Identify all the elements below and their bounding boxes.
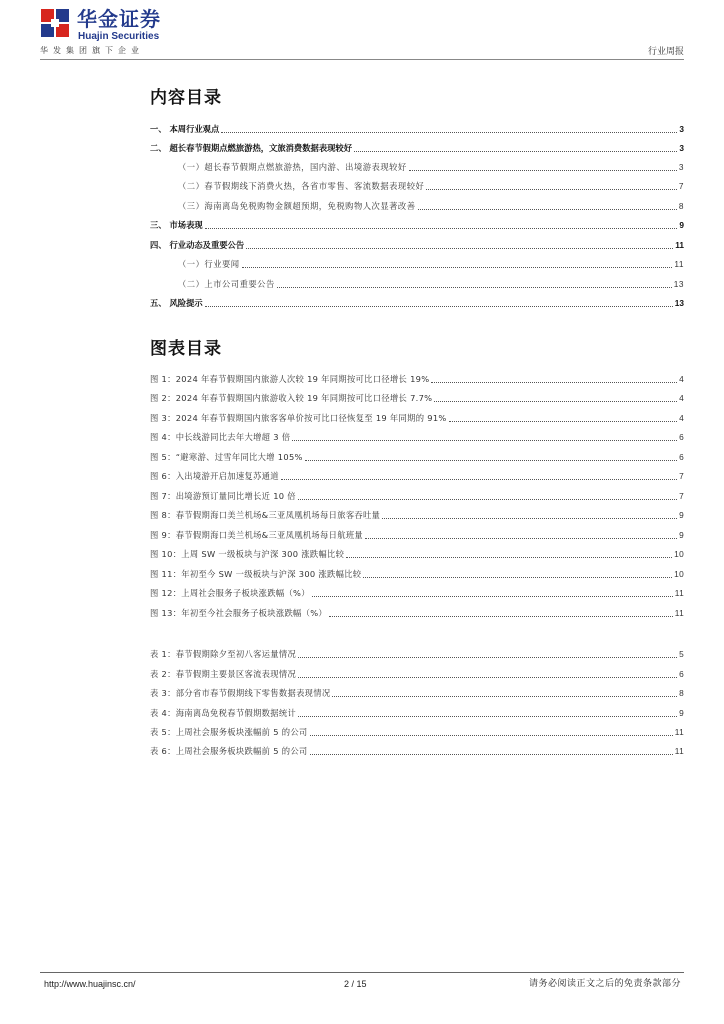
figure-entry-page: 4 [679,413,684,423]
toc-leader-dots [310,754,673,755]
toc-item-label: 一、 本周行业观点 [150,124,220,134]
table-entry[interactable] [150,722,684,738]
logo-chinese-name: 华金证券 [77,7,161,31]
toc-leader-dots [298,716,677,717]
table-entry-page: 11 [674,746,684,756]
toc-item-page: 13 [674,298,684,308]
toc-leader-dots [281,479,677,480]
toc-leader-dots [431,382,677,383]
figure-entry-label: 图 11：年初至今 SW 一级板块与沪深 300 涨跌幅比较 [150,569,362,579]
toc-leader-dots [418,209,677,210]
figure-entry-page: 11 [674,608,684,618]
figure-entry-label: 图 8：春节假期海口美兰机场&三亚凤凰机场每日旅客吞吐量 [150,510,381,520]
figure-entry-page: 7 [679,471,684,481]
toc-item-page: 11 [675,240,684,250]
toc-leader-dots [305,460,677,461]
figure-index-title: 图表目录 [150,339,222,359]
toc-leader-dots [277,287,672,288]
toc-subitem[interactable] [178,176,684,192]
logo-english-name: Huajin Securities [78,31,160,42]
figure-entry[interactable] [150,427,684,443]
figure-entry[interactable] [150,544,684,560]
figure-entry-label: 图 10：上周 SW 一级板块与沪深 300 涨跌幅比较 [150,549,345,559]
table-entry[interactable] [150,644,684,660]
toc-leader-dots [292,440,677,441]
table-entry[interactable] [150,664,684,680]
toc-item-page: 9 [679,220,684,230]
table-entry[interactable] [150,683,684,699]
toc-leader-dots [332,696,677,697]
table-entry-page: 5 [679,649,684,659]
figure-entry-label: 图 5：“避寒游、过雪年同比大增 105% [150,452,303,462]
figure-entry-page: 9 [679,510,684,520]
toc-item-label: （二）春节假期线下消费火热，各省市零售、客流数据表现较好 [178,181,425,191]
toc-leader-dots [221,132,677,133]
toc-item[interactable] [150,235,684,251]
toc-leader-dots [205,306,673,307]
figure-entry-label: 图 9：春节假期海口美兰机场&三亚凤凰机场每日航班量 [150,530,364,540]
table-entry-page: 11 [674,727,684,737]
figure-entry[interactable] [150,388,684,404]
figure-entry[interactable] [150,505,684,521]
figure-entry[interactable] [150,486,684,502]
table-entry-page: 8 [679,688,684,698]
figure-entry-page: 9 [679,530,684,540]
toc-item-label: （一）行业要闻 [178,259,240,269]
figure-entry[interactable] [150,369,684,385]
figure-entry-label: 图 12：上周社会服务子板块涨跌幅（%） [150,588,310,598]
figure-entry-page: 6 [679,432,684,442]
table-entry-page: 9 [679,708,684,718]
toc-item[interactable] [150,293,684,309]
figure-entry-page: 4 [679,374,684,384]
table-entry[interactable] [150,703,684,719]
figure-entry[interactable] [150,466,684,482]
figure-entry-page: 10 [674,549,684,559]
toc-item-page: 7 [678,181,684,191]
toc-leader-dots [205,228,678,229]
toc-leader-dots [354,151,677,152]
toc-item-label: 五、 风险提示 [150,298,203,308]
figure-entry-page: 10 [674,569,684,579]
toc-item-page: 3 [678,162,684,172]
company-tagline: 华发集团旗下企业 [40,46,144,55]
toc-item-label: （三）海南离岛免税购物金额超预期，免税购物人次显著改善 [178,201,416,211]
toc-leader-dots [246,248,673,249]
toc-item-label: 三、 市场表现 [150,220,203,230]
table-entry-label: 表 3：部分省市春节假期线下零售数据表现情况 [150,688,331,698]
figure-entry-label: 图 4：中长线游同比去年大增超 3 倍 [150,432,291,442]
toc-leader-dots [329,616,673,617]
figure-entry[interactable] [150,564,684,580]
toc-leader-dots [426,189,677,190]
toc-item[interactable] [150,215,684,231]
figure-entry-label: 图 3：2024 年春节假期国内旅客客单价按可比口径恢复至 19 年同期的 91% [150,413,447,423]
table-entry-label: 表 4：海南离岛免税春节假期数据统计 [150,708,297,718]
footer-website-link[interactable]: http://www.huajinsc.cn/ [44,979,136,989]
table-entry-label: 表 6：上周社会服务板块跌幅前 5 的公司 [150,746,308,756]
toc-leader-dots [298,677,677,678]
table-entry-label: 表 2：春节假期主要景区客流表现情况 [150,669,297,679]
toc-subitem[interactable] [178,254,684,270]
figure-entry[interactable] [150,447,684,463]
toc-leader-dots [298,499,677,500]
toc-leader-dots [409,170,677,171]
figure-entry-page: 6 [679,452,684,462]
toc-subitem[interactable] [178,196,684,212]
figure-entry-label: 图 2：2024 年春节假期国内旅游收入较 19 年同期按可比口径增长 7.7% [150,393,433,403]
disclaimer-note: 请务必阅读正文之后的免责条款部分 [528,979,681,989]
figure-entry-label: 图 13：年初至今社会服务子板块涨跌幅（%） [150,608,328,618]
toc-item-label: 四、 行业动态及重要公告 [150,240,245,250]
figure-entry-label: 图 6：入出境游开启加速复苏通道 [150,471,279,481]
table-entry-label: 表 1：春节假期除夕至初八客运量情况 [150,649,297,659]
toc-subitem[interactable] [178,157,684,173]
figure-entry-page: 4 [679,393,684,403]
figure-entry-label: 图 7：出境游预订量同比增长近 10 倍 [150,491,296,501]
toc-item[interactable] [150,119,684,135]
report-type-label: 行业周报 [647,47,684,57]
figure-entry-page: 7 [679,491,684,501]
figure-entry[interactable] [150,583,684,599]
toc-leader-dots [363,577,672,578]
toc-item-label: 二、 超长春节假期点燃旅游热，文旅消费数据表现较好 [150,143,353,153]
toc-leader-dots [449,421,677,422]
toc-leader-dots [382,518,677,519]
toc-item-page: 8 [678,201,684,211]
figure-entry-page: 11 [674,588,684,598]
toc-item-page: 3 [679,143,684,153]
page-number: 2 / 15 [344,979,367,989]
toc-leader-dots [346,557,672,558]
figure-entry[interactable] [150,525,684,541]
toc-title: 内容目录 [150,88,222,108]
toc-leader-dots [298,657,677,658]
toc-item-label: （二）上市公司重要公告 [178,279,275,289]
toc-item-page: 13 [673,279,684,289]
huajin-logo-icon [40,8,70,38]
toc-leader-dots [310,735,673,736]
toc-item-page: 11 [674,259,684,269]
page-header [40,6,684,62]
figure-entry[interactable] [150,603,684,619]
figure-entry[interactable] [150,408,684,424]
table-entry-page: 6 [679,669,684,679]
toc-item[interactable] [150,138,684,154]
footer-divider [40,972,684,973]
toc-leader-dots [312,596,673,597]
toc-leader-dots [242,267,673,268]
toc-item-label: （一）超长春节假期点燃旅游热，国内游、出境游表现较好 [178,162,407,172]
toc-item-page: 3 [679,124,684,134]
table-entry[interactable] [150,741,684,757]
table-entry-label: 表 5：上周社会服务板块涨幅前 5 的公司 [150,727,308,737]
toc-leader-dots [365,538,677,539]
header-divider [40,59,684,60]
toc-subitem[interactable] [178,274,684,290]
toc-leader-dots [434,401,677,402]
figure-entry-label: 图 1：2024 年春节假期国内旅游人次较 19 年同期按可比口径增长 19% [150,374,430,384]
